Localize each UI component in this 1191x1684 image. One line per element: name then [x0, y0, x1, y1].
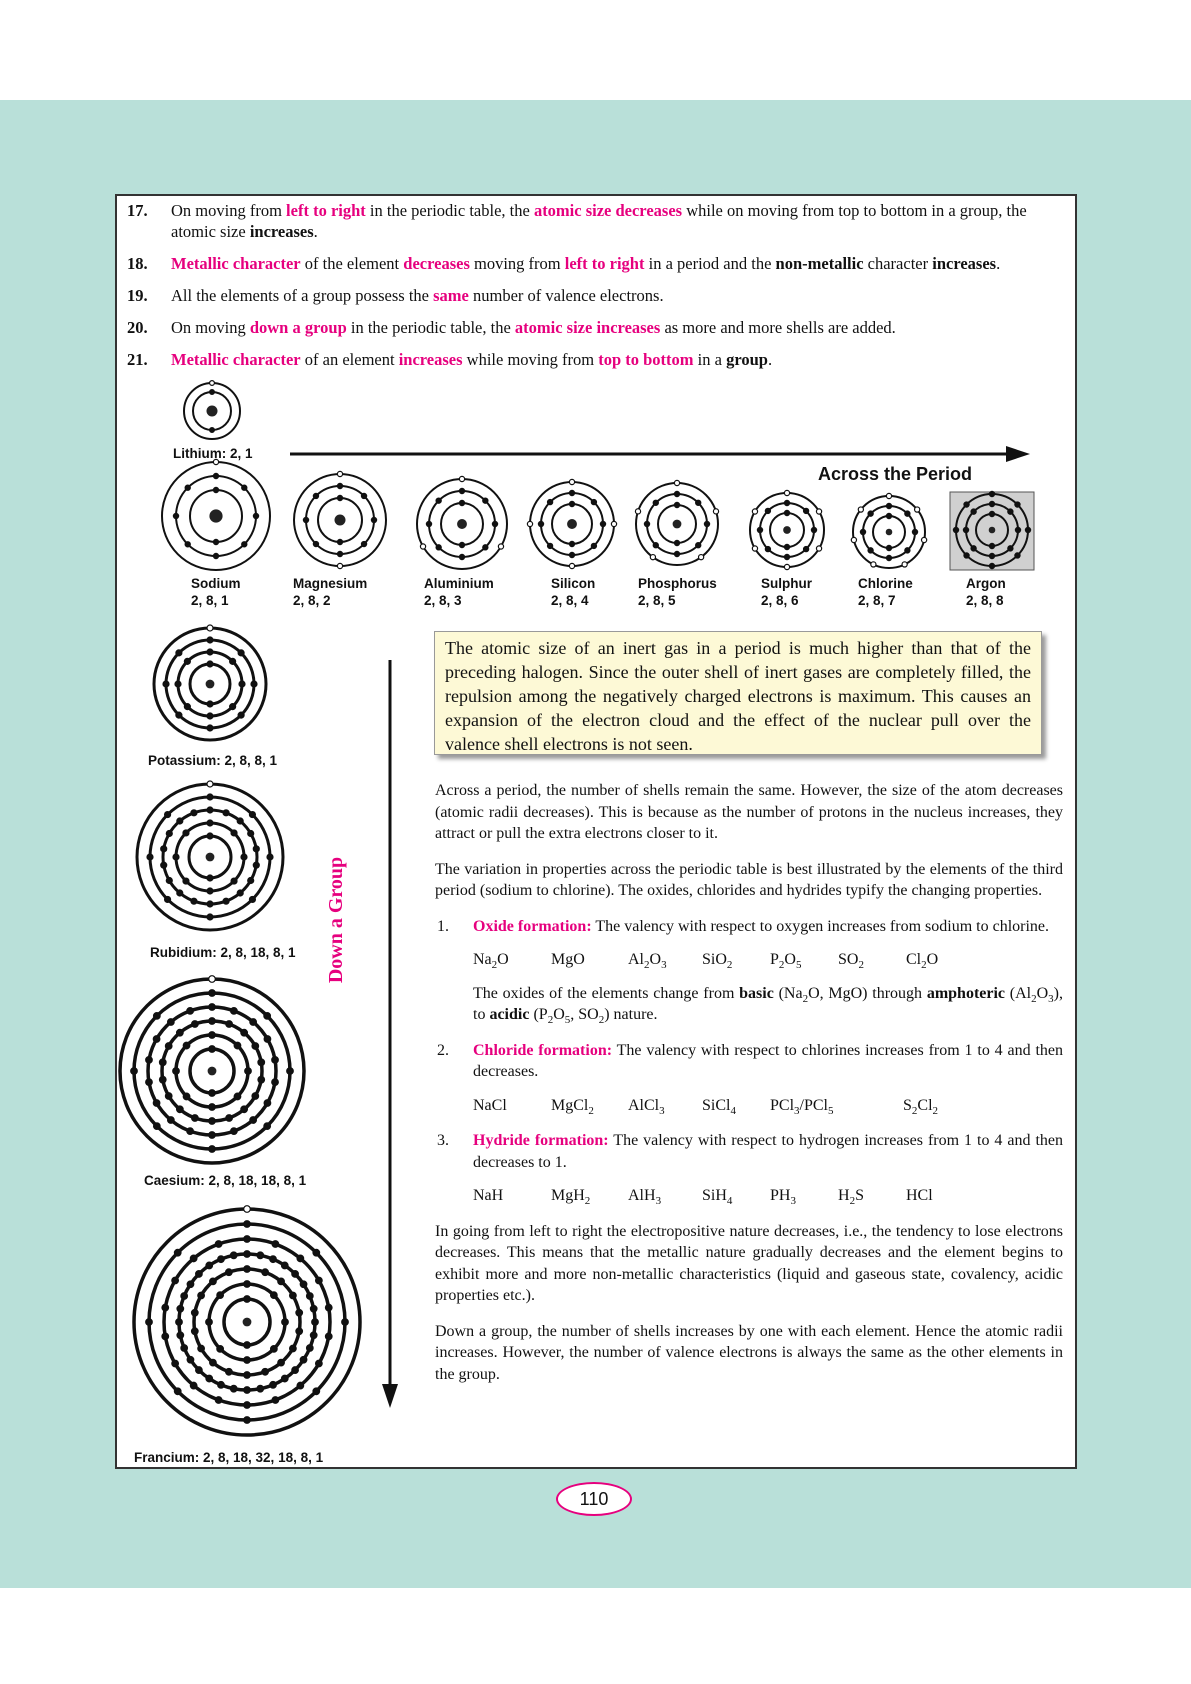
chemical-formula: $PH_3$ [770, 1187, 796, 1208]
chemical-formula: $Na_2O$ [473, 951, 509, 972]
element-name: Argon [966, 576, 1006, 591]
period-element-label [966, 575, 1006, 609]
francium-atom [134, 1206, 360, 1435]
formation-item-text: Chloride formation: The valency with respect to chlorines increases from 1 to 4 and then decreases. [473, 1041, 1063, 1080]
electron-config: 2, 8, 7 [858, 593, 896, 608]
formation-item [435, 1130, 1063, 1207]
group-element-label: Rubidium: 2, 8, 18, 8, 1 [150, 945, 296, 960]
element-name: Aluminium [424, 576, 494, 591]
key-point-number: 19. [127, 286, 148, 305]
chemical-formula: SiH$_4$ [702, 1187, 733, 1208]
lithium-label: Lithium: 2, 1 [173, 446, 253, 461]
chemical-formula: $H_2S$ [838, 1187, 864, 1208]
chemical-formula: PCl$_3$/PCl$_5$ [770, 1096, 834, 1117]
element-name: Sulphur [761, 576, 812, 591]
chemical-formula: AlCl$_3$ [628, 1096, 665, 1117]
key-point-text: Metallic character of the element decreases moving from left to right in a period and the non-metallic character increases. [171, 254, 1001, 273]
element-name: Sodium [191, 576, 241, 591]
electron-config: 2, 8, 8 [966, 593, 1004, 608]
potassium-atom [154, 625, 266, 740]
paragraph-third-period: The variation in properties across the periodic table is best illustrated by the elements of the third period (sodium to chlorine). The oxides, chlorides and hydrides typify the changing properties. [435, 860, 1063, 899]
lithium-atom [184, 381, 240, 439]
key-point-text: Metallic character of an element increases while moving from top to bottom in a group. [171, 350, 773, 369]
period-element-label [858, 575, 913, 609]
period-element-label [191, 575, 241, 609]
across-period-label: Across the Period [818, 464, 973, 484]
electron-config: 2, 8, 2 [293, 593, 331, 608]
period-atom-6 [750, 490, 824, 569]
key-point-text: On moving from left to right in the periodic table, the atomic size decreases while on moving from top to bottom in a group, the atomic size increases. [171, 201, 1027, 241]
chemical-formula: $Cl_2O$ [906, 951, 939, 972]
inert-gas-note: The atomic size of an inert gas in a period is much higher than that of the preceding halogen. Since the outer shell of inert gases are completely filled, the repulsion among the negatively charged electrons is maximum. This causes an expansion of the electron cloud and the effect of the nuclear pull over the valence shell electrons is not seen. [434, 631, 1042, 755]
period-element-label [551, 575, 595, 609]
electron-config: 2, 8, 6 [761, 593, 799, 608]
chemical-formula: NaCl [473, 1096, 507, 1114]
chemical-formula: $Al_2O_3$ [628, 951, 667, 972]
electron-config: 2, 8, 1 [191, 593, 229, 608]
chemical-formula: $SO_2$ [838, 951, 864, 972]
group-element-label: Potassium: 2, 8, 8, 1 [148, 753, 278, 768]
period-atom-3 [417, 476, 507, 569]
caesium-atom [120, 976, 304, 1163]
period-atom-7 [851, 493, 926, 568]
chemical-formula: SiO$_2$ [702, 951, 733, 972]
paragraph-electropositive: In going from left to right the electropositive nature decreases, i.e., the tendency to lose electrons decreases. This means that the metallic nature gradually decreases and the element begins to exhibit more and more non-metallic characteristics (liquid and gaseous state, covalency, acidic properties etc.). [435, 1222, 1063, 1304]
key-point-number: 21. [127, 350, 148, 369]
body-text [435, 780, 1063, 1399]
period-element-label [293, 575, 367, 609]
chemical-formula: MgO [551, 951, 585, 968]
group-element-label: Caesium: 2, 8, 18, 18, 8, 1 [144, 1173, 307, 1188]
across-arrowhead [1006, 446, 1030, 462]
element-name: Chlorine [858, 576, 913, 591]
period-atom-5 [635, 480, 718, 565]
period-element-label [638, 575, 717, 609]
formation-item [435, 916, 1063, 1026]
chemical-formula: AlH$_3$ [628, 1187, 662, 1208]
key-point-number: 17. [127, 201, 148, 220]
chemical-formula: HCl [906, 1187, 933, 1204]
down-group-label: Down a Group [325, 856, 347, 984]
chemical-formula: NaH [473, 1187, 504, 1204]
period-atom-2 [294, 471, 386, 568]
formation-list [435, 916, 1063, 1207]
group-element-label: Francium: 2, 8, 18, 32, 18, 8, 1 [134, 1450, 324, 1465]
key-point-text: On moving down a group in the periodic table, the atomic size increases as more and more shells are added. [171, 318, 896, 337]
key-point-text: All the elements of a group possess the same number of valence electrons. [171, 286, 664, 305]
formation-item-note: The oxides of the elements change from basic ($Na_2O$, MgO) through amphoteric $(Al_2O_3)$, to acidic ($P_2O_5$, $SO_2$) nature. [473, 984, 1063, 1027]
formation-item-text: Hydride formation: The valency with respect to hydrogen increases from 1 to 4 and then decreases to 1. [473, 1132, 1063, 1171]
element-name: Magnesium [293, 576, 368, 591]
chemical-formula: MgCl$_2$ [551, 1096, 594, 1117]
paragraph-down-group: Down a group, the number of shells increases by one with each element. Hence the atomic radii increases. However, the number of valence electrons is always the same as the other elements in the group. [435, 1322, 1063, 1383]
down-arrowhead [382, 1384, 398, 1408]
formula-row [473, 949, 1063, 971]
chemical-formula: $S_2Cl_2$ [903, 1096, 939, 1117]
formula-row [473, 1185, 1063, 1207]
formation-item-number: 3. [437, 1132, 449, 1149]
formation-item-number: 2. [437, 1041, 449, 1059]
chemical-formula: SiCl$_4$ [702, 1096, 736, 1117]
period-atom-4 [527, 479, 616, 568]
paragraph-period-shells: Across a period, the number of shells remain the same. However, the size of the atom decreases (atomic radii decreases). This is because as the number of protons in the nucleus increases, they attract or pull the extra electrons closer to it. [435, 782, 1063, 842]
period-atom-1 [162, 459, 270, 570]
period-atom-8 [953, 491, 1030, 568]
period-element-label [424, 575, 494, 609]
key-point-number: 18. [127, 254, 148, 273]
formation-item [435, 1040, 1063, 1117]
key-point-number: 20. [127, 318, 148, 337]
chemical-formula: MgH$_2$ [551, 1187, 591, 1208]
formation-item-number: 1. [437, 917, 449, 935]
formation-item-text: Oxide formation: The valency with respect to oxygen increases from sodium to chlorine. [473, 917, 1050, 935]
electron-config: 2, 8, 5 [638, 593, 676, 608]
element-name: Silicon [551, 576, 596, 591]
electron-config: 2, 8, 3 [424, 593, 462, 608]
formula-row [473, 1095, 1063, 1117]
period-element-label [761, 575, 812, 609]
rubidium-atom [137, 781, 283, 930]
electron-config: 2, 8, 4 [551, 593, 589, 608]
chemical-formula: $P_2O_5$ [770, 951, 802, 972]
page-number: 110 [556, 1482, 632, 1516]
element-name: Phosphorus [638, 576, 717, 591]
